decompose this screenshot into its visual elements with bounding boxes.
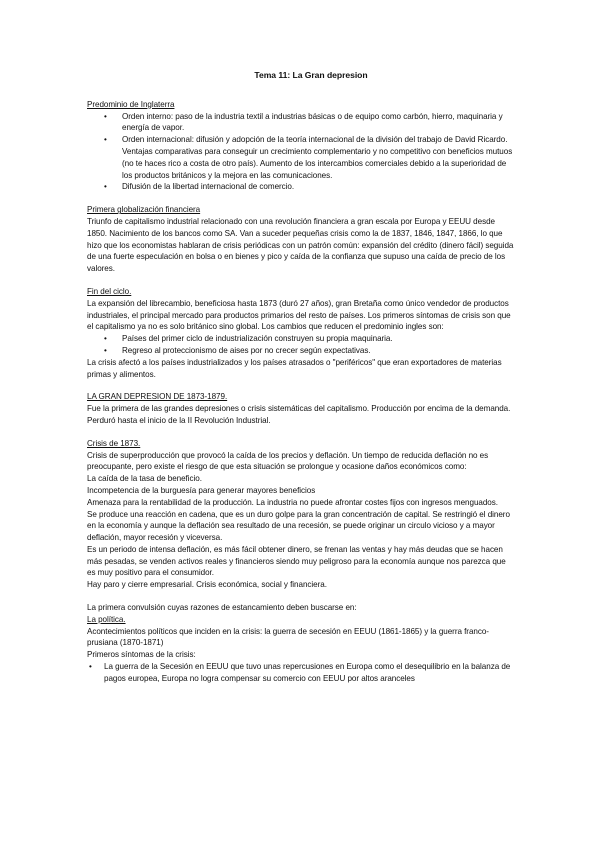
- section-globalizacion: [87, 204, 515, 275]
- section-predominio: [87, 99, 515, 193]
- list-item: • La guerra de la Secesión en EEUU que tuvo unas repercusiones en Europa como el desequilibrio en la balanza de pagos europea, Europa no logra compensar su comercio con EEUU por altos aranceles: [87, 661, 515, 685]
- paragraph: Se produce una reacción en cadena, que es un duro golpe para la gran concentración de capital. Se restringió el dinero en la economía y aunque la deflación sea resultado de una recesión, se puede originar un circulo vicioso y a mayor deflación, mayor recesión y viceversa.: [87, 509, 510, 543]
- paragraph: La primera convulsión cuyas razones de estancamiento deben buscarse en:: [87, 603, 357, 613]
- section-politica: [87, 602, 515, 685]
- section-heading: LA GRAN DEPRESION DE 1873-1879.: [87, 392, 228, 402]
- list-item: • Orden interno: paso de la industria textil a industrias básicas o de equipo como carbón, hierro, maquinaria y energía de vapor.: [87, 111, 515, 135]
- section-heading: La política.: [87, 614, 126, 624]
- paragraph: La expansión del librecambio, beneficiosa hasta 1873 (duró 27 años), gran Bretaña como único vendedor de productos industriales, el principal mercado para productos primarios del resto de países. Los primeros síntomas de crisis son que el capitalismo ya no es solo británico sino global. Los cambios que reducen el predominio ingles son:: [87, 298, 511, 332]
- paragraph: Incompetencia de la burguesía para generar mayores beneficios: [87, 485, 316, 495]
- section-heading: Primera globalización financiera: [87, 205, 201, 215]
- document-body: [87, 70, 515, 685]
- list-item: • Difusión de la libertad internacional de comercio.: [87, 181, 515, 193]
- paragraph: La caída de la tasa de beneficio.: [87, 474, 202, 484]
- paragraph: Amenaza para la rentabilidad de la producción. La industria no puede afrontar costes fijos con ingresos menguados.: [87, 497, 498, 507]
- bullet-list: [87, 661, 515, 685]
- section-gran-depresion: [87, 391, 515, 426]
- section-crisis-1873: [87, 438, 515, 591]
- paragraph: Fue la primera de las grandes depresiones o crisis sistemáticas del capitalismo. Producción por encima de la demanda. Perduró hasta el inicio de la II Revolución Industrial.: [87, 404, 511, 425]
- page-title: Tema 11: La Gran depresion: [254, 70, 368, 80]
- paragraph: Acontecimientos políticos que inciden en la crisis: la guerra de secesión en EEUU (1861-1865) y la guerra franco-prusiana (1870-1871): [87, 626, 489, 648]
- list-item: • Países del primer ciclo de industrialización construyen su propia maquinaria.: [87, 333, 515, 345]
- bullet-list: [87, 111, 515, 194]
- section-fin-ciclo: [87, 286, 515, 380]
- paragraph: Es un periodo de intensa deflación, es más fácil obtener dinero, se frenan las ventas y hay más deudas que se hacen más pesadas, se venden activos reales y financieros siendo muy peligroso para la economía aunque nos parezca que es muy positivo para el consumidor.: [87, 544, 506, 578]
- paragraph: Hay paro y cierre empresarial. Crisis económica, social y financiera.: [87, 580, 327, 590]
- paragraph: La crisis afectó a los países industrializados y los países atrasados o "periféricos" que eran exportadores de materias primas y alimentos.: [87, 357, 502, 379]
- bullet-list: [87, 333, 515, 357]
- section-heading: Fin del ciclo.: [87, 286, 132, 296]
- section-heading: Crisis de 1873.: [87, 438, 141, 448]
- section-heading: Predominio de Inglaterra: [87, 99, 175, 109]
- paragraph: Primeros síntomas de la crisis:: [87, 650, 196, 660]
- list-item: • Regreso al proteccionismo de aises por no crecer según expectativas.: [87, 345, 515, 357]
- paragraph: Triunfo de capitalismo industrial relacionado con una revolución financiera a gran escala por Europa y EEUU desde 1850. Nacimiento de los bancos como SA. Van a suceder pequeñas crisis como la de 1837, 1846, 1847, 1866, lo que hizo que los economistas hablaran de crisis periódicas con un patrón común: expansión del crédito (dinero fácil) seguida de una fuerte especulación en bolsa o en bienes y pico y caída de la confianza que supuso una caída de precio de los valores.: [87, 216, 514, 274]
- list-item: • Orden internacional: difusión y adopción de la teoría internacional de la división del trabajo de David Ricardo. Ventajas comparativas para conseguir un crecimiento complementario y no competitivo con beneficios mutuos (no te haces rico a costa de otro país). Aumento de los intercambios comerciales debido a la superioridad de los productos británicos y la mejora en las comunicaciones.: [87, 134, 515, 181]
- paragraph: Crisis de superproducción que provocó la caída de los precios y deflación. Un tiempo de reducida deflación no es preocupante, pero existe el riesgo de que esta situación se prolongue y ocasione daños económicos como:: [87, 450, 489, 472]
